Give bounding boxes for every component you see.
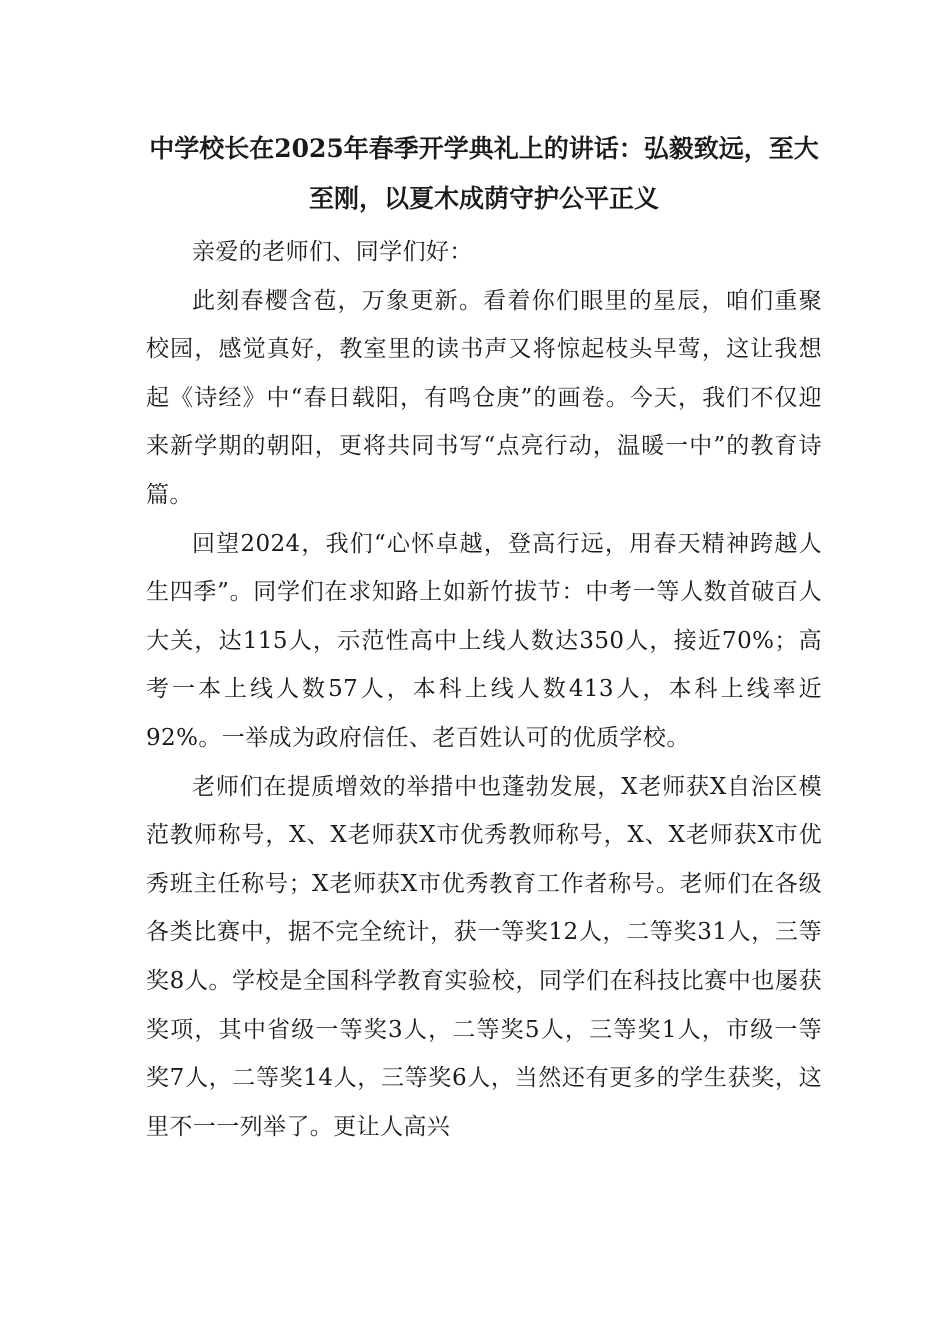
paragraph-teacher-achievements: 老师们在提质增效的举措中也蓬勃发展，X老师获X自治区模范教师称号，X、X老师获X市优秀教师称号，X、X老师获X市优秀班主任称号；X老师获X市优秀教育工作者称号。老师们在各级各类比赛中，据不完全统计，获一等奖12人，二等奖31人，三等奖8人。学校是全国科学教育实验校，同学们在科技比赛中也屡获奖项，其中省级一等奖3人，二等奖5人，三等奖1人，市级一等奖7人，二等奖14人，三等奖6人，当然还有更多的学生获奖，这里不一一列举了。更让人高兴 xyxy=(146,773,822,1140)
paragraph-review-2024: 回望2024，我们“心怀卓越，登高行远，用春天精神跨越人生四季”。同学们在求知路上如新竹拔节：中考一等人数首破百人大关，达115人，示范性高中上线人数达350人，接近70%；高考一本上线人数57人，本科上线人数413人，本科上线率近92%。一举成为政府信任、老百姓认可的优质学校。 xyxy=(146,530,822,751)
document-page xyxy=(146,124,822,1151)
document-title: 中学校长在2025年春季开学典礼上的讲话：弘毅致远，至大至刚，以夏木成荫守护公平正义 xyxy=(149,134,819,213)
greeting: 亲爱的老师们、同学们好： xyxy=(192,239,473,265)
paragraph-intro: 此刻春樱含苞，万象更新。看着你们眼里的星辰，咱们重聚校园，感觉真好，教室里的读书声又将惊起枝头早莺，这让我想起《诗经》中“春日载阳，有鸣仓庚”的画卷。今天，我们不仅迎来新学期的朝阳，更将共同书写“点亮行动，温暖一中”的教育诗篇。 xyxy=(146,287,822,508)
